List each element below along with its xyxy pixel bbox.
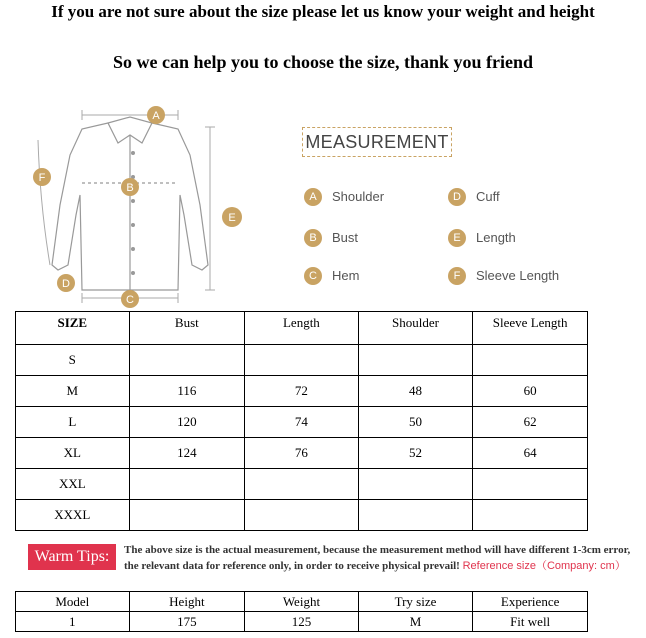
- legend-label-bust: Bust: [332, 230, 359, 245]
- header-height: Height: [129, 592, 245, 612]
- cell-sleeve-length: [473, 345, 588, 376]
- header-experience: Experience: [473, 592, 588, 612]
- model-table-header-row: [16, 592, 588, 612]
- size-table: [15, 311, 588, 531]
- legend-badge-b: B: [304, 229, 322, 247]
- cell-bust: [129, 345, 245, 376]
- measurement-title: MEASUREMENT: [302, 127, 452, 157]
- badge-c-text: C: [126, 294, 134, 306]
- table-row: [16, 500, 588, 531]
- cell-bust: [129, 469, 245, 500]
- table-row: [16, 469, 588, 500]
- header-model: Model: [16, 592, 130, 612]
- cell-sleeve-length: [473, 500, 588, 531]
- cell-size: M: [16, 376, 130, 407]
- cell-length: [245, 469, 359, 500]
- badge-b-text: B: [126, 182, 134, 194]
- cell-bust: [129, 500, 245, 531]
- model-table: [15, 591, 588, 632]
- cell-height: 175: [129, 612, 245, 632]
- header-bust: Bust: [129, 312, 245, 345]
- header-weight: Weight: [245, 592, 359, 612]
- warm-tips-line-2: [124, 559, 626, 574]
- badge-e-text: E: [228, 212, 236, 224]
- cell-size: L: [16, 407, 130, 438]
- legend-label-length: Length: [476, 230, 516, 245]
- header-shoulder: Shoulder: [358, 312, 473, 345]
- table-row: [16, 438, 588, 469]
- cell-sleeve-length: 62: [473, 407, 588, 438]
- header-line-2: So we can help you to choose the size, thank you friend: [112, 52, 534, 72]
- table-row: [16, 407, 588, 438]
- cell-length: [245, 345, 359, 376]
- cell-shoulder: [358, 500, 473, 531]
- sleeve-guide: [38, 140, 50, 265]
- cell-size: XXL: [16, 469, 130, 500]
- cell-shoulder: 48: [358, 376, 473, 407]
- badge-d-text: D: [62, 278, 70, 290]
- header-line-1: If you are not sure about the size please let us know your weight and height: [51, 2, 595, 21]
- cell-size: S: [16, 345, 130, 376]
- legend-label-sleeve-length: Sleeve Length: [476, 268, 560, 283]
- cell-length: 74: [245, 407, 359, 438]
- legend-label-shoulder: Shoulder: [332, 189, 385, 204]
- table-row: [16, 376, 588, 407]
- cell-length: 72: [245, 376, 359, 407]
- warm-tips-line-1: The above size is the actual measurement, because the measurement method will have different 1-3cm error,: [124, 544, 631, 556]
- cell-experience: Fit well: [473, 612, 588, 632]
- size-table-header-row: [16, 312, 588, 345]
- shirt-diagram: [0, 95, 300, 315]
- legend-label-hem: Hem: [332, 268, 360, 283]
- cell-model: 1: [16, 612, 130, 632]
- table-row: [16, 612, 588, 632]
- cell-size: XXXL: [16, 500, 130, 531]
- header-sleeve-length: Sleeve Length: [473, 312, 588, 345]
- warm-tips-line-2-text: the relevant data for reference only, in order to receive physical prevail!: [124, 560, 460, 572]
- cell-try-size: M: [358, 612, 473, 632]
- cell-bust: 120: [129, 407, 245, 438]
- legend-badge-f: F: [448, 267, 466, 285]
- badge-f-text: F: [38, 172, 46, 184]
- cell-length: 76: [245, 438, 359, 469]
- cell-bust: 124: [129, 438, 245, 469]
- cell-sleeve-length: 60: [473, 376, 588, 407]
- cell-shoulder: 50: [358, 407, 473, 438]
- legend-badge-c: C: [304, 267, 322, 285]
- cell-weight: 125: [245, 612, 359, 632]
- cell-shoulder: 52: [358, 438, 473, 469]
- cell-bust: 116: [129, 376, 245, 407]
- legend-label-cuff: Cuff: [476, 189, 500, 204]
- cell-size: XL: [16, 438, 130, 469]
- legend-badge-a: A: [304, 188, 322, 206]
- cell-length: [245, 500, 359, 531]
- cell-sleeve-length: [473, 469, 588, 500]
- reference-size-note: Reference size（Company: cm）: [462, 560, 626, 572]
- cell-sleeve-length: 64: [473, 438, 588, 469]
- cell-shoulder: [358, 345, 473, 376]
- header-try-size: Try size: [358, 592, 473, 612]
- header-size: SIZE: [16, 312, 130, 345]
- cell-shoulder: [358, 469, 473, 500]
- legend-badge-d: D: [448, 188, 466, 206]
- legend-badge-e: E: [448, 229, 466, 247]
- warm-tips-label: Warm Tips:: [28, 544, 116, 570]
- badge-a-text: A: [152, 110, 160, 122]
- table-row: [16, 345, 588, 376]
- header-length: Length: [245, 312, 359, 345]
